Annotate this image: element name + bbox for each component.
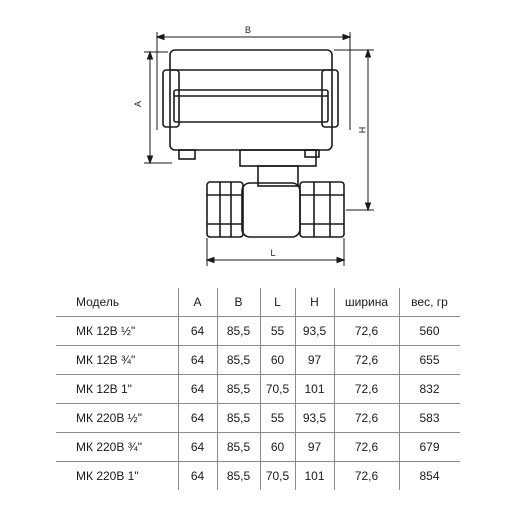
right-foot bbox=[305, 150, 319, 157]
header-model: Модель bbox=[56, 288, 178, 317]
cell-width: 72,6 bbox=[334, 433, 399, 462]
header-h: H bbox=[295, 288, 334, 317]
header-width: ширина bbox=[334, 288, 399, 317]
specs-table bbox=[56, 288, 460, 490]
cell-b: 85,5 bbox=[217, 346, 260, 375]
cell-width: 72,6 bbox=[334, 462, 399, 491]
cell-l: 70,5 bbox=[260, 375, 295, 404]
cell-b: 85,5 bbox=[217, 433, 260, 462]
header-b: B bbox=[217, 288, 260, 317]
cell-a: 64 bbox=[178, 375, 217, 404]
cell-weight: 679 bbox=[399, 433, 460, 462]
cell-h: 101 bbox=[295, 375, 334, 404]
table-row bbox=[56, 404, 460, 433]
actuator-housing bbox=[170, 50, 332, 150]
cell-l: 55 bbox=[260, 404, 295, 433]
cell-l: 55 bbox=[260, 317, 295, 346]
cell-model: МК 220В ½" bbox=[56, 404, 178, 433]
cell-h: 101 bbox=[295, 462, 334, 491]
left-clip bbox=[163, 70, 179, 127]
header-l: L bbox=[260, 288, 295, 317]
cell-l: 70,5 bbox=[260, 462, 295, 491]
cell-model: МК 12В ½" bbox=[76, 324, 136, 338]
cell-model: МК 220В 1" bbox=[56, 462, 178, 491]
cell-a: 64 bbox=[178, 404, 217, 433]
cell-model: МК 12В ¾" bbox=[56, 346, 178, 375]
header-weight: вес, гр bbox=[399, 288, 460, 317]
cell-weight: 832 bbox=[399, 375, 460, 404]
table-row bbox=[56, 375, 460, 404]
right-nut bbox=[300, 182, 344, 237]
header-a: A bbox=[178, 288, 217, 317]
cell-weight: 655 bbox=[399, 346, 460, 375]
cell-weight: 583 bbox=[399, 404, 460, 433]
cell-width: 72,6 bbox=[334, 375, 399, 404]
cell-l: 60 bbox=[260, 433, 295, 462]
table-row bbox=[56, 462, 460, 491]
dim-label-h: H bbox=[357, 126, 367, 134]
cell-weight: 854 bbox=[399, 462, 460, 491]
cell-model: МК 220В ¾" bbox=[56, 433, 178, 462]
cell-h: 93,5 bbox=[295, 317, 334, 346]
table-row bbox=[56, 346, 460, 375]
table-header-row bbox=[56, 288, 460, 317]
cell-b: 85,5 bbox=[217, 404, 260, 433]
cell-model: МК 12В 1" bbox=[56, 375, 178, 404]
handle-bar bbox=[174, 90, 328, 122]
cell-h: 97 bbox=[295, 433, 334, 462]
left-nut bbox=[207, 182, 243, 237]
valve-body bbox=[242, 183, 300, 237]
cell-h: 93,5 bbox=[295, 404, 334, 433]
cell-b: 85,5 bbox=[217, 462, 260, 491]
cell-b: 85,5 bbox=[217, 375, 260, 404]
cell-a: 64 bbox=[178, 346, 217, 375]
cell-a: 64 bbox=[178, 433, 217, 462]
indicator-foot bbox=[179, 150, 195, 159]
table-row bbox=[56, 317, 460, 346]
table-row bbox=[56, 433, 460, 462]
dim-label-b: B bbox=[244, 25, 252, 35]
dim-label-a: A bbox=[133, 100, 143, 108]
cell-a: 64 bbox=[178, 462, 217, 491]
cell-l: 60 bbox=[260, 346, 295, 375]
cell-h: 97 bbox=[295, 346, 334, 375]
cell-b: 85,5 bbox=[217, 317, 260, 346]
cell-width: 72,6 bbox=[334, 404, 399, 433]
cell-width: 72,6 bbox=[334, 346, 399, 375]
cell-weight: 560 bbox=[399, 317, 460, 346]
cell-a: 64 bbox=[178, 317, 217, 346]
dim-label-l: L bbox=[270, 248, 276, 258]
right-clip bbox=[322, 70, 338, 127]
cell-width: 72,6 bbox=[334, 317, 399, 346]
